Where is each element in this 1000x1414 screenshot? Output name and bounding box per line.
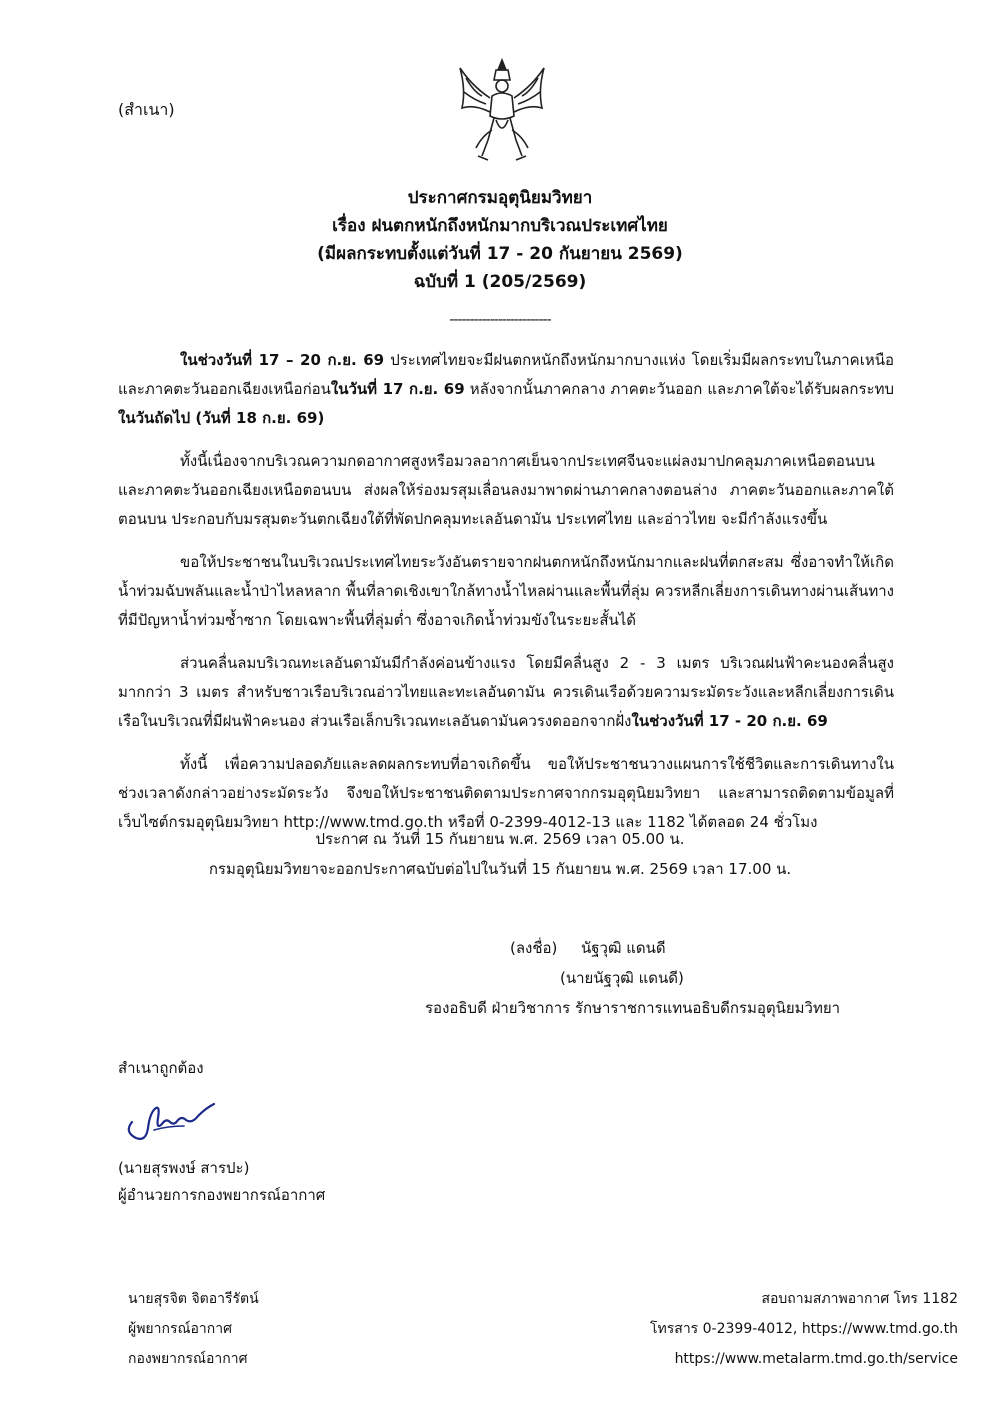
paragraph-3: ขอให้ประชาชนในบริเวณประเทศไทยระวังอันตรายจากฝนตกหนักถึงหนักมากและฝนที่ตกสะสม ซึ่งอาจทำให้เกิดน้ำท่วมฉับพลันและน้ำป่าไหลหลาก พื้นที่ลาดเชิงเขาใกล้ทางน้ำไหลผ่านและพื้นที่ลุ่ม ควรหลีกเลี่ยงการเดินทางผ่านเส้นทางที่มีปัญหาน้ำท่วมซ้ำซาก โดยเฉพาะพื้นที่ลุ่มต่ำ ซึ่งอาจเกิดน้ำท่วมขังในระยะสั้นได้ xyxy=(118,553,894,629)
certifier-name: (นายสุรพงษ์ สารปะ) xyxy=(118,1159,250,1177)
title-agency: ประกาศกรมอุตุนิยมวิทยา xyxy=(407,188,593,208)
footer-fax-website[interactable]: โทรสาร 0-2399-4012, https://www.tmd.go.th xyxy=(650,1321,958,1337)
announcement-title-block xyxy=(0,184,1000,296)
handwritten-signature-icon xyxy=(118,1090,228,1150)
footer-forecaster xyxy=(128,1284,259,1374)
next-announcement: กรมอุตุนิยมวิทยาจะออกประกาศฉบับต่อไปในวันที่ 15 กันยายน พ.ศ. 2569 เวลา 17.00 น. xyxy=(208,860,792,878)
paragraph-2: ทั้งนี้เนื่องจากบริเวณความกดอากาศสูงหรือมวลอากาศเย็นจากประเทศจีนจะแผ่ลงมาปกคลุมภาคเหนือตอนบนและภาคตะวันออกเฉียงเหนือตอนบน ส่งผลให้ร่องมรสุมเลื่อนลงมาพาดผ่านภาคกลางตอนล่าง ภาคตะวันออกและภาคใต้ตอนบน ประกอบกับมรสุมตะวันตกเฉียงใต้ที่พัดปกคลุมทะเลอันดามัน ประเทศไทย และอ่าวไทย จะมีกำลังแรงขึ้น xyxy=(118,452,894,528)
p4-bold-dates: ในช่วงวันที่ 17 - 20 ก.ย. 69 xyxy=(631,712,828,730)
paragraph-5: ทั้งนี้ เพื่อความปลอดภัยและลดผลกระทบที่อาจเกิดขึ้น ขอให้ประชาชนวางแผนการใช้ชีวิตและการเดินทางในช่วงเวลาดังกล่าวอย่างระมัดระวัง จึงขอให้ประชาชนติดตามประกาศจากกรมอุตุนิยมวิทยา และสามารถติดตามข้อมูลที่เว็บไซต์กรมอุตุนิยมวิทยา http://www.tmd.go.th หรือที่ 0-2399-4012-13 และ 1182 ได้ตลอด 24 ชั่วโมง xyxy=(118,755,894,831)
paragraph-4 xyxy=(118,649,894,736)
copy-label: (สำเนา) xyxy=(118,100,175,119)
signed-label: (ลงชื่อ) xyxy=(510,939,558,957)
title-issue-number: ฉบับที่ 1 (205/2569) xyxy=(413,272,587,292)
certifier-position: ผู้อำนวยการกองพยากรณ์อากาศ xyxy=(118,1186,326,1204)
signatory-position: รองอธิบดี ฝ่ายวิชาการ รักษาราชการแทนอธิบดีกรมอุตุนิยมวิทยา xyxy=(425,999,841,1017)
announcement-date-block xyxy=(0,824,1000,884)
footer-service-link[interactable]: https://www.metalarm.tmd.go.th/service xyxy=(674,1351,958,1367)
footer-forecaster-role: ผู้พยากรณ์อากาศ xyxy=(128,1321,232,1337)
p4-text: ส่วนคลื่นลมบริเวณทะเลอันดามันมีกำลังค่อนข้างแรง โดยมีคลื่นสูง 2 - 3 เมตร บริเวณฝนฟ้าคะนองคลื่นสูงมากกว่า 3 เมตร สำหรับชาวเรือบริเวณอ่าวไทยและทะเลอันดามัน ควรเดินเรือด้วยความระมัดระวังและหลีกเลี่ยงการเดินเรือในบริเวณที่มีฝนฟ้าคะนอง ส่วนเรือเล็กบริเวณทะเลอันดามันควรงดออกจากฝั่ง xyxy=(118,654,894,730)
announcement-body xyxy=(118,346,894,851)
garuda-emblem-icon xyxy=(452,56,552,166)
p1-text-2: หลังจากนั้นภาคกลาง ภาคตะวันออก และภาคใต้จะได้รับผลกระทบ xyxy=(464,380,895,398)
paragraph-1 xyxy=(118,346,894,433)
p1-bold-start: ในวันที่ 17 ก.ย. 69 xyxy=(330,380,465,398)
signature-line xyxy=(510,936,666,960)
p1-bold-dates: ในช่วงวันที่ 17 – 20 ก.ย. 69 xyxy=(180,351,385,369)
title-effective-dates: (มีผลกระทบตั้งแต่วันที่ 17 - 20 กันยายน 2569) xyxy=(317,244,683,264)
footer-contact xyxy=(650,1284,958,1374)
title-subject: เรื่อง ฝนตกหนักถึงหนักมากบริเวณประเทศไทย xyxy=(332,216,668,236)
title-separator: ------------------------- xyxy=(449,312,551,328)
p1-text: ประเทศไทยจะมีฝนตกหนักถึงหนักมากบางแห่ง โดยเริ่มมีผลกระทบในภาคเหนือและภาคตะวันออกเฉียงเหนือก่อน xyxy=(118,351,894,398)
footer-hotline: สอบถามสภาพอากาศ โทร 1182 xyxy=(761,1291,958,1307)
signatory-full-name: (นายนัฐวุฒิ แดนดี) xyxy=(560,969,684,987)
footer-forecaster-division: กองพยากรณ์อากาศ xyxy=(128,1351,248,1367)
p1-bold-next: ในวันถัดไป (วันที่ 18 ก.ย. 69) xyxy=(118,409,325,427)
signed-name: นัฐวุฒิ แดนดี xyxy=(580,939,666,957)
certified-copy-label: สำเนาถูกต้อง xyxy=(118,1059,204,1077)
footer-forecaster-name: นายสุรจิต จิตอารีรัตน์ xyxy=(128,1291,259,1307)
announced-date: ประกาศ ณ วันที่ 15 กันยายน พ.ศ. 2569 เวลา 05.00 น. xyxy=(315,830,685,848)
